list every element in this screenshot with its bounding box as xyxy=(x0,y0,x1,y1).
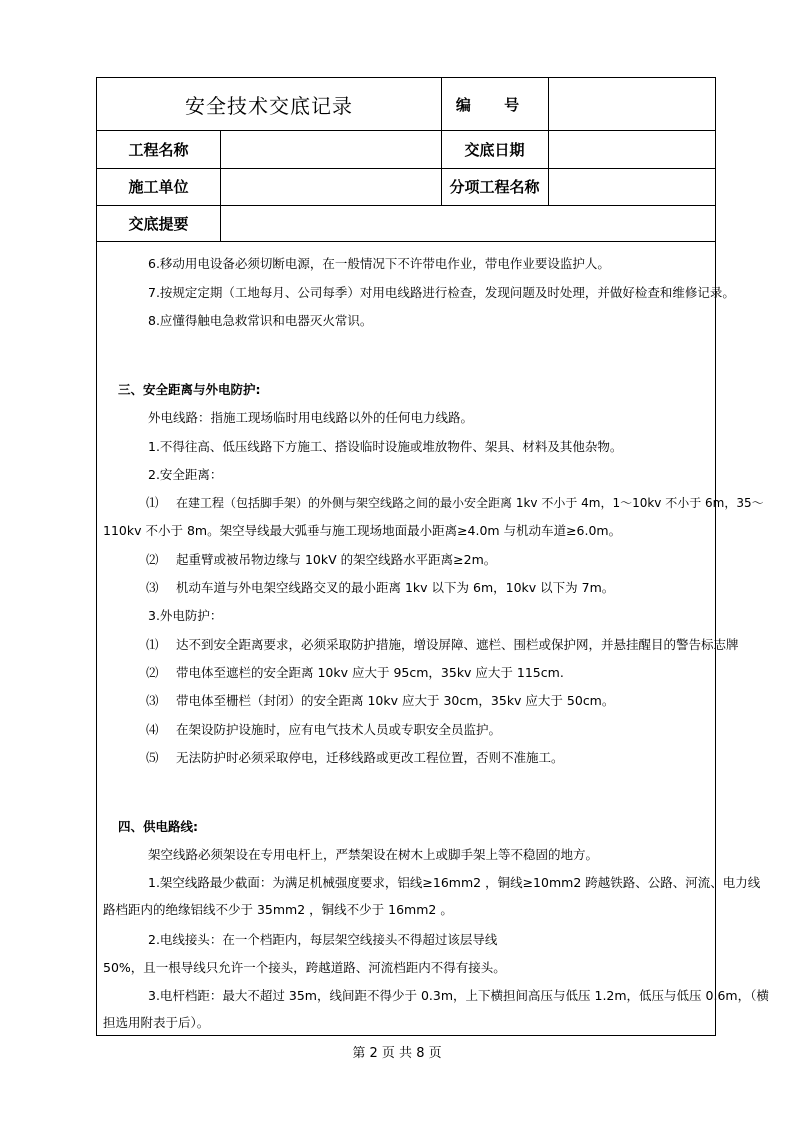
body-line: 1.不得往高、低压线路下方施工、搭设临时设施或堆放物件、架具、材料及其他杂物。 xyxy=(148,439,623,454)
body-line: 带电体至栅栏（封闭）的安全距离 10kv 应大于 30cm，35kv 应大于 50cm。 xyxy=(176,693,615,708)
subproject-label: 分项工程名称 xyxy=(449,178,540,196)
form-title: 安全技术交底记录 xyxy=(185,93,353,118)
project-name-label: 工程名称 xyxy=(128,140,189,159)
body-line: 3.电杆档距：最大不超过 35m，线间距不得少于 0.3m，上下横担间高压与低压 1.2m，低压与低压 0.6m，（横 xyxy=(148,988,769,1003)
body-line: 无法防护时必须采取停电，迁移线路或更改工程位置，否则不准施工。 xyxy=(176,750,564,765)
number-value[interactable] xyxy=(548,78,715,130)
contractor-label: 施工单位 xyxy=(128,178,189,196)
body-line: 2.电线接头：在一个档距内，每层架空线接头不得超过该层导线 xyxy=(148,932,498,947)
body-line: 外电线路：指施工现场临时用电线路以外的任何电力线路。 xyxy=(148,410,474,425)
section-heading: 四、供电路线: xyxy=(118,819,198,834)
body-line: 3.外电防护： xyxy=(148,608,223,623)
body-line: 1.架空线路最少截面：为满足机械强度要求，铝线≥16mm2 ，铜线≥10mm2 跨越铁路、公路、河流、电力线 xyxy=(148,875,761,890)
body-line: 2.安全距离： xyxy=(148,467,223,482)
body-line: 担选用附表于后）。 xyxy=(103,1015,210,1030)
date-label: 交底日期 xyxy=(464,140,525,159)
body-line: 带电体至遮栏的安全距离 10kv 应大于 95cm，35kv 应大于 115cm. xyxy=(176,665,564,680)
body-line: 起重臂或被吊物边缘与 10kV 的架空线路水平距离≥2m。 xyxy=(176,552,497,567)
body-line: 在架设防护设施时，应有电气技术人员或专职安全员监护。 xyxy=(176,722,502,737)
body-line: 7.按规定定期（工地每月、公司每季）对用电线路进行检查，发现问题及时处理，并做好检查和维修记录。 xyxy=(148,285,735,300)
section-heading: 三、安全距离与外电防护: xyxy=(118,382,261,397)
body-line: 机动车道与外电架空线路交叉的最小距离 1kv 以下为 6m，10kv 以下为 7m。 xyxy=(176,580,615,595)
body-line: 8.应懂得触电急救常识和电器灭火常识。 xyxy=(148,313,373,328)
item-number: ⑶ xyxy=(146,693,159,708)
project-name-value[interactable] xyxy=(220,130,441,168)
item-number: ⑸ xyxy=(146,750,159,765)
summary-value[interactable] xyxy=(220,205,715,241)
subproject-value[interactable] xyxy=(548,168,715,205)
body-line: 50%，且一根导线只允许一个接头，跨越道路、河流档距内不得有接头。 xyxy=(103,960,506,975)
body-line: 110kv 不小于 8m。架空导线最大弧垂与施工现场地面最小距离≥4.0m 与机动车道≥6.0m。 xyxy=(103,523,622,538)
disclosure-form xyxy=(96,77,769,1036)
item-number: ⑵ xyxy=(146,552,159,567)
item-number: ⑴ xyxy=(146,495,159,510)
row-divider xyxy=(97,241,715,242)
date-value[interactable] xyxy=(548,130,715,168)
summary-label: 交底提要 xyxy=(128,214,189,233)
page-number: 第 2 页 共 8 页 xyxy=(352,1046,442,1061)
body-line: 路档距内的绝缘铝线不少于 35mm2 ，铜线不少于 16mm2 。 xyxy=(103,902,453,917)
body-line: 6.移动用电设备必须切断电源，在一般情况下不许带电作业，带电作业要设监护人。 xyxy=(148,256,610,271)
body-line: 在建工程（包括脚手架）的外侧与架空线路之间的最小安全距离 1kv 不小于 4m，1～10kv 不小于 6m，35～ xyxy=(176,496,764,510)
body-line: 架空线路必须架设在专用电杆上，严禁架设在树木上或脚手架上等不稳固的地方。 xyxy=(148,847,599,862)
body-line: 达不到安全距离要求，必须采取防护措施，增设屏障、遮栏、围栏或保护网，并悬挂醒目的警告标志牌 xyxy=(176,637,739,652)
number-label: 编 号 xyxy=(455,95,534,114)
item-number: ⑵ xyxy=(146,665,159,680)
item-number: ⑴ xyxy=(146,637,159,652)
contractor-value[interactable] xyxy=(220,168,441,205)
item-number: ⑶ xyxy=(146,580,159,595)
item-number: ⑷ xyxy=(146,722,159,737)
